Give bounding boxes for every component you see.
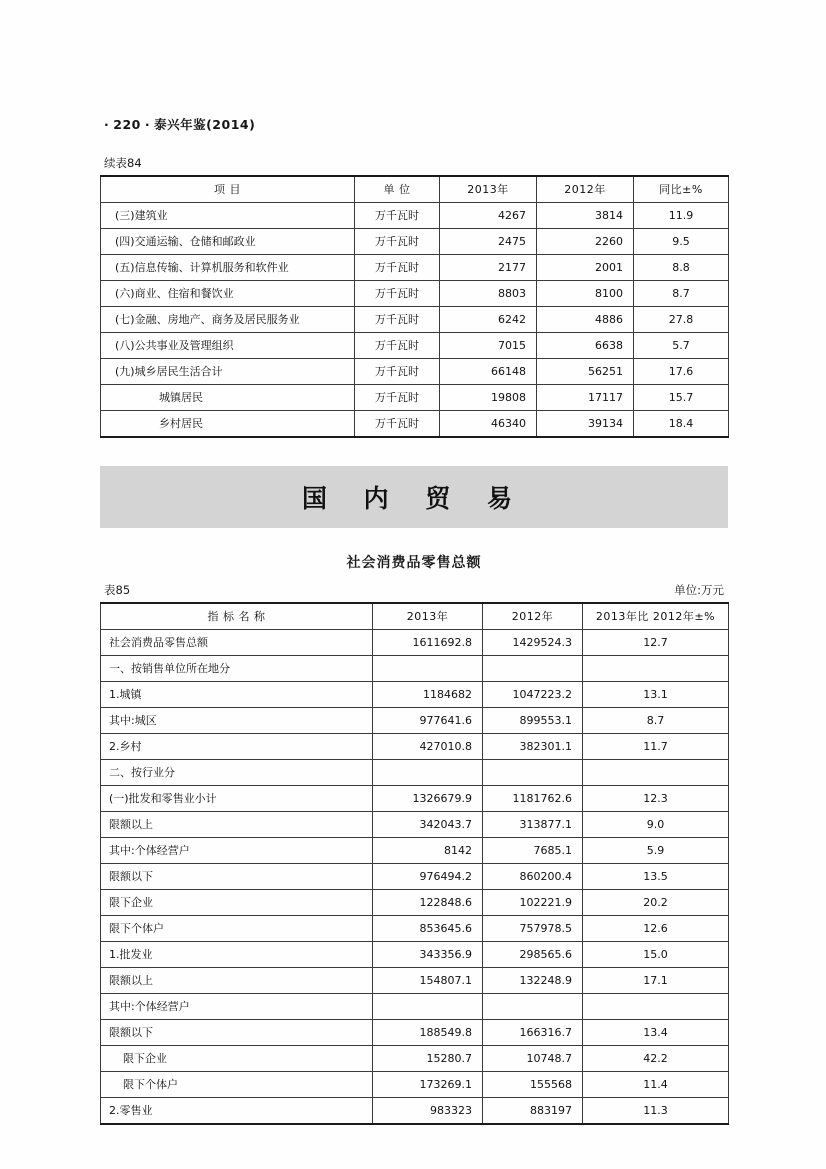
- col-header-yoy: 同比±%: [634, 176, 729, 203]
- table-row: [101, 1098, 729, 1125]
- table-row: [101, 281, 729, 307]
- cell-item: (三)建筑业: [101, 203, 355, 229]
- cell-indicator: 1.城镇: [101, 682, 373, 708]
- cell-item: (七)金融、房地产、商务及居民服务业: [101, 307, 355, 333]
- cell-yoy: [583, 994, 729, 1020]
- cell-unit: 万千瓦时: [355, 385, 440, 411]
- cell-2012: [483, 760, 583, 786]
- cell-2012: 56251: [537, 359, 634, 385]
- table85-unit-note: 单位:万元: [674, 583, 724, 597]
- cell-2012: 132248.9: [483, 968, 583, 994]
- cell-yoy: 12.7: [583, 630, 729, 656]
- table-row: [101, 229, 729, 255]
- cell-item: (九)城乡居民生活合计: [101, 359, 355, 385]
- cell-item: 乡村居民: [101, 411, 355, 438]
- cell-2013: 15280.7: [373, 1046, 483, 1072]
- cell-unit: 万千瓦时: [355, 333, 440, 359]
- cell-indicator: 限下企业: [101, 890, 373, 916]
- cell-2012: [483, 994, 583, 1020]
- cell-yoy: 11.9: [634, 203, 729, 229]
- cell-2013: 2177: [440, 255, 537, 281]
- page-number: 220: [113, 117, 141, 132]
- cell-indicator: 限额以上: [101, 968, 373, 994]
- cell-2013: 6242: [440, 307, 537, 333]
- cell-2013: [373, 760, 483, 786]
- cell-2013: 1184682: [373, 682, 483, 708]
- cell-indicator: 社会消费品零售总额: [101, 630, 373, 656]
- cell-item: (四)交通运输、仓储和邮政业: [101, 229, 355, 255]
- table-row: [101, 890, 729, 916]
- table-row: [101, 630, 729, 656]
- table-row: [101, 603, 729, 630]
- cell-indicator: 2.零售业: [101, 1098, 373, 1125]
- cell-yoy: [583, 760, 729, 786]
- cell-2012: 860200.4: [483, 864, 583, 890]
- table-row: [101, 307, 729, 333]
- cell-unit: 万千瓦时: [355, 359, 440, 385]
- cell-indicator: 限额以上: [101, 812, 373, 838]
- cell-2012: 10748.7: [483, 1046, 583, 1072]
- table-row: [101, 916, 729, 942]
- table-84: [100, 175, 729, 438]
- table-row: [101, 1072, 729, 1098]
- cell-2013: 853645.6: [373, 916, 483, 942]
- header-dot-left: ·: [104, 117, 110, 132]
- cell-yoy: [583, 656, 729, 682]
- page-content: [100, 115, 728, 1125]
- cell-yoy: 12.6: [583, 916, 729, 942]
- cell-2013: 8142: [373, 838, 483, 864]
- cell-2012: 7685.1: [483, 838, 583, 864]
- table-row: [101, 708, 729, 734]
- cell-unit: 万千瓦时: [355, 281, 440, 307]
- table-row: [101, 682, 729, 708]
- cell-2012: 1429524.3: [483, 630, 583, 656]
- cell-yoy: 13.4: [583, 1020, 729, 1046]
- cell-2013: 188549.8: [373, 1020, 483, 1046]
- col-header-unit: 单 位: [355, 176, 440, 203]
- table-row: [101, 812, 729, 838]
- cell-2013: 46340: [440, 411, 537, 438]
- cell-2013: 427010.8: [373, 734, 483, 760]
- cell-indicator: 限额以下: [101, 864, 373, 890]
- cell-2013: 19808: [440, 385, 537, 411]
- table-row: [101, 656, 729, 682]
- col-header-2013: 2013年: [373, 603, 483, 630]
- table-row: [101, 968, 729, 994]
- cell-item: (五)信息传输、计算机服务和软件业: [101, 255, 355, 281]
- cell-yoy: 20.2: [583, 890, 729, 916]
- cell-2013: 976494.2: [373, 864, 483, 890]
- cell-2012: 382301.1: [483, 734, 583, 760]
- col-header-2013: 2013年: [440, 176, 537, 203]
- cell-indicator: 二、按行业分: [101, 760, 373, 786]
- cell-2012: 1181762.6: [483, 786, 583, 812]
- cell-indicator: 其中:个体经营户: [101, 994, 373, 1020]
- table84-continued-label: 续表84: [104, 156, 142, 170]
- table-84-body: [101, 203, 729, 438]
- cell-2012: 2260: [537, 229, 634, 255]
- cell-yoy: 27.8: [634, 307, 729, 333]
- col-header-indicator: 指 标 名 称: [101, 603, 373, 630]
- cell-2013: 154807.1: [373, 968, 483, 994]
- table-row: [101, 359, 729, 385]
- cell-indicator: 限下企业: [101, 1046, 373, 1072]
- cell-2013: [373, 994, 483, 1020]
- cell-2013: [373, 656, 483, 682]
- table-row: [101, 385, 729, 411]
- cell-item: 城镇居民: [101, 385, 355, 411]
- table-row: [101, 942, 729, 968]
- cell-yoy: 11.4: [583, 1072, 729, 1098]
- table-row: [101, 203, 729, 229]
- table-row: [101, 255, 729, 281]
- cell-indicator: (一)批发和零售业小计: [101, 786, 373, 812]
- book-title: 泰兴年鉴(2014): [154, 117, 256, 132]
- table-row: [101, 1046, 729, 1072]
- table-row: [101, 994, 729, 1020]
- cell-yoy: 42.2: [583, 1046, 729, 1072]
- cell-indicator: 限下个体户: [101, 1072, 373, 1098]
- cell-yoy: 11.7: [583, 734, 729, 760]
- cell-2012: 8100: [537, 281, 634, 307]
- table-row: [101, 176, 729, 203]
- cell-unit: 万千瓦时: [355, 307, 440, 333]
- cell-2012: 298565.6: [483, 942, 583, 968]
- table85-title: 社会消费品零售总额: [346, 555, 482, 571]
- cell-2013: 7015: [440, 333, 537, 359]
- cell-yoy: 9.0: [583, 812, 729, 838]
- cell-2012: 155568: [483, 1072, 583, 1098]
- cell-2013: 343356.9: [373, 942, 483, 968]
- cell-2012: 39134: [537, 411, 634, 438]
- cell-2012: 2001: [537, 255, 634, 281]
- table-row: [101, 864, 729, 890]
- table-85-body: [101, 630, 729, 1125]
- table-row: [101, 734, 729, 760]
- cell-indicator: 1.批发业: [101, 942, 373, 968]
- cell-unit: 万千瓦时: [355, 411, 440, 438]
- cell-indicator: 限额以下: [101, 1020, 373, 1046]
- cell-2012: 899553.1: [483, 708, 583, 734]
- cell-2013: 122848.6: [373, 890, 483, 916]
- cell-2012: [483, 656, 583, 682]
- cell-yoy: 17.6: [634, 359, 729, 385]
- cell-2012: 166316.7: [483, 1020, 583, 1046]
- cell-2013: 977641.6: [373, 708, 483, 734]
- cell-2012: 883197: [483, 1098, 583, 1125]
- table-row: [101, 760, 729, 786]
- table-85: [100, 602, 729, 1125]
- cell-yoy: 8.7: [634, 281, 729, 307]
- cell-yoy: 15.7: [634, 385, 729, 411]
- cell-2012: 3814: [537, 203, 634, 229]
- cell-2013: 342043.7: [373, 812, 483, 838]
- cell-yoy: 15.0: [583, 942, 729, 968]
- col-header-yoy: 2013年比 2012年±%: [583, 603, 729, 630]
- cell-item: (六)商业、住宿和餐饮业: [101, 281, 355, 307]
- cell-yoy: 11.3: [583, 1098, 729, 1125]
- cell-yoy: 8.8: [634, 255, 729, 281]
- cell-2012: 6638: [537, 333, 634, 359]
- cell-yoy: 5.7: [634, 333, 729, 359]
- table85-meta: [100, 582, 728, 598]
- cell-2012: 1047223.2: [483, 682, 583, 708]
- section-banner: [100, 466, 728, 528]
- cell-yoy: 17.1: [583, 968, 729, 994]
- cell-unit: 万千瓦时: [355, 203, 440, 229]
- cell-item: (八)公共事业及管理组织: [101, 333, 355, 359]
- cell-2012: 313877.1: [483, 812, 583, 838]
- cell-indicator: 一、按销售单位所在地分: [101, 656, 373, 682]
- cell-yoy: 12.3: [583, 786, 729, 812]
- cell-2012: 757978.5: [483, 916, 583, 942]
- cell-unit: 万千瓦时: [355, 229, 440, 255]
- table-row: [101, 1020, 729, 1046]
- cell-yoy: 8.7: [583, 708, 729, 734]
- cell-2013: 173269.1: [373, 1072, 483, 1098]
- cell-yoy: 9.5: [634, 229, 729, 255]
- cell-2013: 983323: [373, 1098, 483, 1125]
- cell-2013: 1326679.9: [373, 786, 483, 812]
- cell-indicator: 其中:城区: [101, 708, 373, 734]
- cell-unit: 万千瓦时: [355, 255, 440, 281]
- table-row: [101, 838, 729, 864]
- header-dot-right: ·: [144, 117, 151, 132]
- table-row: [101, 333, 729, 359]
- col-header-item: 项 目: [101, 176, 355, 203]
- cell-2013: 2475: [440, 229, 537, 255]
- cell-2013: 8803: [440, 281, 537, 307]
- cell-2012: 4886: [537, 307, 634, 333]
- table-row: [101, 786, 729, 812]
- page-header: [100, 115, 728, 133]
- cell-indicator: 限下个体户: [101, 916, 373, 942]
- cell-yoy: 13.5: [583, 864, 729, 890]
- cell-2013: 66148: [440, 359, 537, 385]
- cell-2013: 4267: [440, 203, 537, 229]
- cell-indicator: 其中:个体经营户: [101, 838, 373, 864]
- cell-indicator: 2.乡村: [101, 734, 373, 760]
- table-row: [101, 411, 729, 438]
- section-title: 国 内 贸 易: [301, 484, 527, 513]
- cell-2012: 102221.9: [483, 890, 583, 916]
- cell-2012: 17117: [537, 385, 634, 411]
- table85-label: 表85: [104, 583, 131, 597]
- cell-yoy: 18.4: [634, 411, 729, 438]
- col-header-2012: 2012年: [537, 176, 634, 203]
- cell-yoy: 13.1: [583, 682, 729, 708]
- col-header-2012: 2012年: [483, 603, 583, 630]
- cell-2013: 1611692.8: [373, 630, 483, 656]
- cell-yoy: 5.9: [583, 838, 729, 864]
